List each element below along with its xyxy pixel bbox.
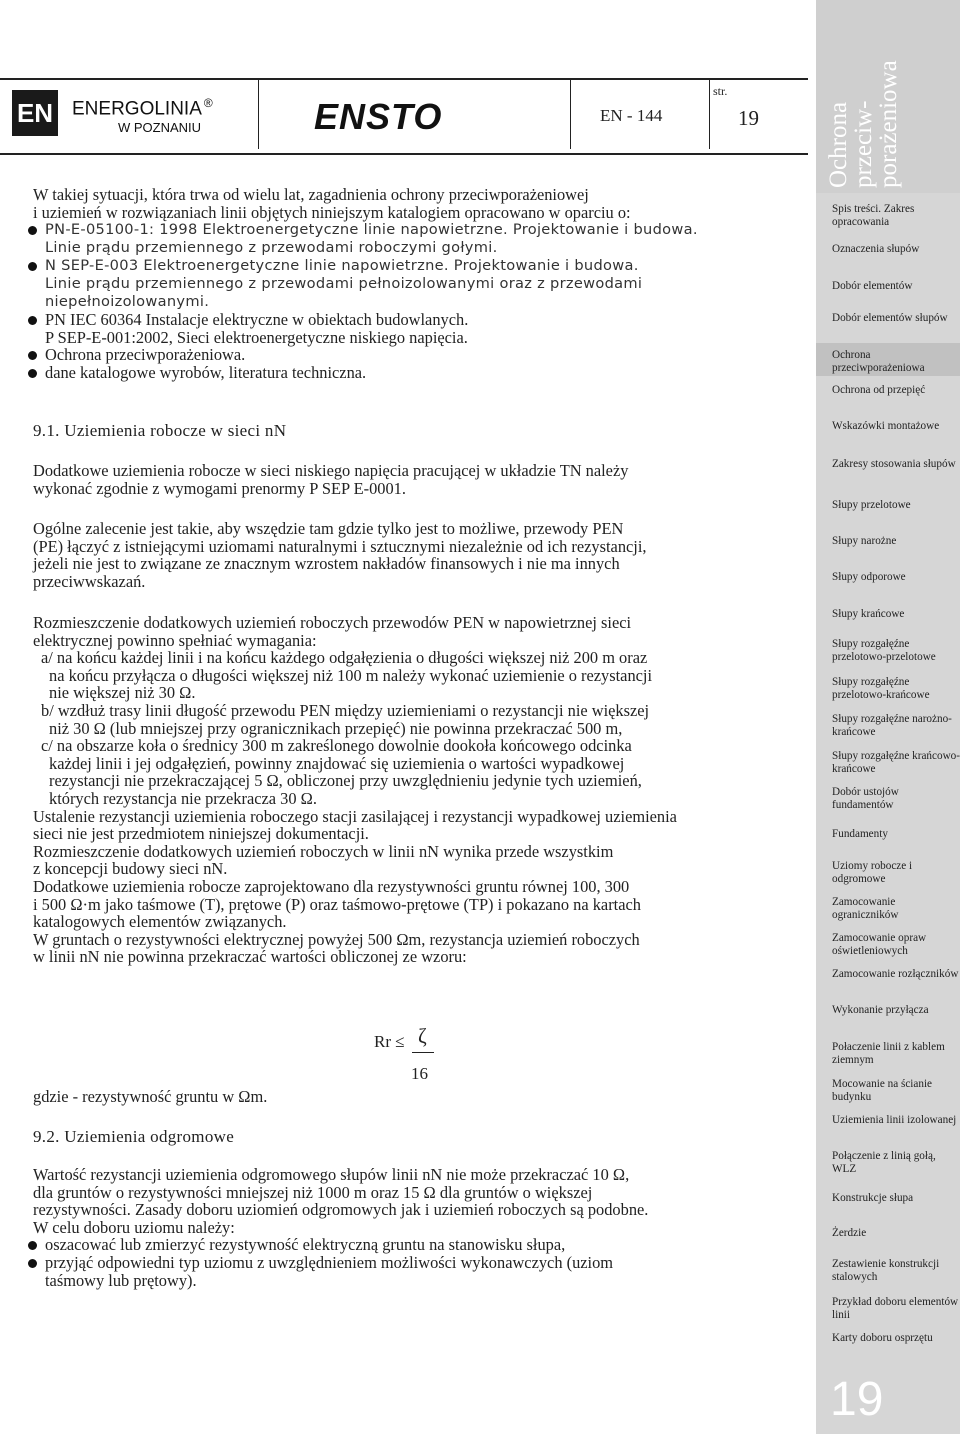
paragraph-line: sieci nie jest przedmiotem niniejszej dokumentacji. [33, 824, 369, 844]
sidebar-item[interactable]: Wskazówki montażowe [832, 420, 940, 432]
requirement-a [33, 649, 753, 702]
formula-left: Rr ≤ [374, 1032, 405, 1051]
sidebar-item[interactable]: Uziomy robocze i odgromowe [832, 860, 913, 885]
section-heading: 9.1. Uziemienia robocze w sieci nN [33, 421, 287, 440]
sidebar-item[interactable]: Żerdzie [832, 1227, 867, 1239]
bullet-icon [28, 1259, 37, 1268]
intro-line: i uziemień w rozwiązaniach linii objętych niniejszym katalogiem opracowano w oparciu o: [33, 202, 631, 222]
sidebar-item[interactable]: Słupy rozgałęźne krańcowo-krańcowe [832, 750, 960, 775]
sidebar-page-number: 19 [830, 1373, 884, 1426]
sidebar-item[interactable]: Słupy narożne [832, 535, 897, 547]
bullet-icon [28, 1241, 37, 1250]
sidebar-item[interactable]: Uziemienia linii izolowanej [832, 1114, 957, 1126]
sidebar-title-line: przeciw- [850, 100, 877, 188]
sidebar-item[interactable]: Słupy przelotowe [832, 499, 911, 511]
ref-line: PN-E-05100-1: 1998 Elektroenergetyczne linie napowietrzne. Projektowanie i budowa. [45, 221, 698, 239]
header-divider [709, 80, 710, 149]
ref-line: N SEP-E-003 Elektroenergetyczne linie napowietrzne. Projektowanie i budowa. [45, 257, 639, 275]
sidebar-item[interactable]: Słupy odporowe [832, 571, 906, 583]
paragraph-line: elektrycznej powinno spełniać wymagania: [33, 630, 317, 650]
requirement-line: c/ na obszarze koła o średnicy 300 m zakreślonego dowolnie dookoła końcowego odcinka [41, 736, 632, 756]
paragraph-line: dla gruntów o rezystywności mniejszej niż 1000 m oraz 15 Ω dla gruntów o większej [33, 1182, 593, 1202]
sidebar-item[interactable]: Dobór ustojów fundamentów [832, 786, 899, 811]
sidebar-item[interactable]: Połaczenie linii z kablem ziemnym [832, 1041, 945, 1066]
list-line: taśmowy lub prętowy). [45, 1270, 197, 1290]
ensto-logo: ENSTO [314, 96, 443, 137]
sidebar-item[interactable]: Słupy rozgałęźne przelotowo-krańcowe [832, 676, 930, 701]
requirement-line: których rezystancja nie przekracza 30 Ω. [49, 788, 317, 808]
sidebar-item[interactable]: Ochrona od przepięć [832, 384, 926, 396]
requirement-line: rezystancji nie przekraczającej 5 Ω, obliczonej przy uwzględnieniu jedynie tych uziemień, [49, 771, 642, 791]
ref-item [33, 257, 753, 310]
list-line: przyjąć odpowiedni typ uziomu z uwzględnieniem możliwości wykonawczych (uziom [45, 1252, 614, 1272]
paragraph-line: Rozmieszczenie dodatkowych uziemień roboczych przewodów PEN w napowietrznej sieci [33, 613, 632, 632]
ref-item [33, 221, 753, 256]
paragraph [33, 520, 753, 590]
sidebar-item[interactable]: Dobór elementów słupów [832, 312, 948, 324]
requirement-line: b/ wzdłuż trasy linii długość przewodu PEN między uziemieniami o rezystancji nie większej [41, 700, 650, 720]
ref-item [33, 346, 753, 364]
formula-numerator: ζ [418, 1024, 427, 1048]
sidebar-item[interactable]: Dobór elementów [832, 280, 913, 292]
sidebar-item[interactable]: Zakresy stosowania słupów [832, 458, 956, 470]
ref-line: dane katalogowe wyrobów, literatura techniczna. [45, 362, 367, 382]
registered-mark: ® [203, 96, 213, 110]
paragraph [33, 1166, 753, 1289]
sidebar-item[interactable]: Karty doboru osprzętu [832, 1332, 933, 1344]
intro-line: W takiej sytuacji, która trwa od wielu lat, zagadnienia ochrony przeciwporażeniowej [33, 185, 589, 204]
sidebar-item[interactable]: Zestawienie konstrukcji stalowych [832, 1258, 940, 1283]
sidebar-item[interactable]: Słupy rozgałęźne narożno-krańcowe [832, 713, 952, 738]
ref-line: P SEP-E-001:2002, Sieci elektroenergetyczne niskiego napięcia. [45, 327, 468, 347]
company-name [72, 96, 213, 120]
paragraph-line: i 500 Ω·m jako taśmowe (T), prętowe (P) oraz taśmowo-prętowe (TP) i pokazano na kartach [33, 894, 641, 914]
page-label: str. [713, 84, 728, 98]
bullet-icon [28, 369, 37, 378]
sidebar-item[interactable]: Słupy krańcowe [832, 608, 905, 620]
section-heading: 9.2. Uziemienia odgromowe [33, 1127, 235, 1146]
paragraph-line: Ogólne zalecenie jest takie, aby wszędzie tam gdzie tylko jest to możliwe, przewody PEN [33, 519, 624, 538]
sidebar-item[interactable]: Konstrukcje słupa [832, 1192, 914, 1204]
paragraph-line: Wartość rezystancji uziemienia odgromowego słupów linii nN nie może przekraczać 10 Ω, [33, 1165, 630, 1184]
company-city: W POZNANIU [118, 120, 202, 135]
paragraph-line: przeciwwskazań. [33, 571, 146, 591]
ref-item [33, 311, 753, 346]
en-logo [12, 90, 58, 136]
ref-line: Linie prądu przemiennego z przewodami pełnoizolowanymi oraz z przewodami [45, 274, 643, 292]
paragraph-line: W gruntach o rezystywności elektrycznej powyżej 500 Ωm, rezystancja uziemień roboczych [33, 929, 640, 949]
paragraph-line: (PE) łączyć z istniejącymi uziomami naturalnymi i sztucznymi niezależnie od ich rezystancji, [33, 536, 647, 556]
ref-line: niepełnoizolowanymi. [45, 292, 210, 310]
sidebar-item[interactable]: Fundamenty [832, 828, 888, 840]
paragraph [33, 462, 753, 497]
paragraph-line: z koncepcji budowy sieci nN. [33, 859, 228, 879]
page-number: 19 [738, 106, 759, 130]
ref-line: Ochrona przeciwporażeniowa. [45, 345, 246, 365]
requirements-section [33, 614, 753, 966]
sidebar-item[interactable]: Zamocowanie rozłączników [832, 968, 959, 980]
requirement-line: niż 30 Ω (lub mniejszej przy ogranicznikach przepięć) nie powinna przekraczać 500 m, [49, 718, 623, 738]
formula-note: gdzie - rezystywność gruntu w Ωm. [33, 1087, 268, 1106]
logo-text: EN [16, 97, 54, 128]
bullet-icon [28, 351, 37, 360]
sidebar-title-line: Ochrona [825, 101, 852, 188]
header-divider [570, 80, 571, 149]
paragraph-line: Ustalenie rezystancji uziemienia roboczego stacji zasilającej i rezystancji wypadkowej uziemienia [33, 806, 677, 826]
sidebar-item[interactable]: Oznaczenia słupów [832, 243, 920, 255]
paragraph-line: Rozmieszczenie dodatkowych uziemień roboczych w linii nN wynika przede wszystkim [33, 841, 614, 861]
sidebar-item[interactable]: Przykład doboru elementów linii [832, 1296, 959, 1321]
header-divider [258, 80, 259, 149]
bullet-icon [28, 226, 37, 235]
formula-denominator: 16 [411, 1064, 428, 1083]
sidebar-item[interactable]: Zamocowanie opraw oświetleniowych [832, 932, 927, 957]
paragraph-line: W celu doboru uziomu należy: [33, 1217, 235, 1237]
sidebar-title [825, 28, 902, 188]
sidebar-item[interactable]: Wykonanie przyłącza [832, 1004, 929, 1016]
sidebar-item[interactable]: Zamocowanie ograniczników [832, 896, 899, 921]
ref-line: Linie prądu przemiennego z przewodami roboczymi gołymi. [45, 238, 498, 256]
ref-line: PN IEC 60364 Instalacje elektryczne w obiektach budowlanych. [45, 310, 469, 330]
paragraph-line: Dodatkowe uziemienia robocze zaprojektowano dla rezystywności gruntu równej 100, 300 [33, 876, 630, 896]
fraction-bar [412, 1052, 434, 1053]
list-item [33, 1236, 753, 1254]
sidebar-item[interactable]: Słupy rozgałęźne przelotowo-przelotowe [832, 638, 936, 663]
sidebar-item[interactable]: Mocowanie na ścianie budynku [832, 1078, 933, 1103]
intro-section [33, 186, 753, 382]
requirement-line: nie większej niż 30 Ω. [49, 683, 196, 703]
ref-item [33, 364, 753, 382]
sidebar-title-line: porażeniowa [875, 60, 902, 188]
sidebar-item[interactable]: Połączenie z linią gołą, WLZ [832, 1150, 936, 1175]
requirement-c [33, 737, 753, 807]
requirement-b [33, 702, 753, 737]
bullet-icon [28, 316, 37, 325]
doc-code: EN - 144 [600, 106, 663, 125]
bullet-icon [28, 262, 37, 271]
paragraph-line: jeżeli nie jest to związane ze znacznym wzrostem nakładów finansowych i nie ma innych [33, 554, 620, 574]
paragraph-line: katalogowych elementów związanych. [33, 912, 287, 932]
sidebar-item-active[interactable]: Ochrona przeciwporażeniowa [832, 349, 925, 374]
paragraph-line: rezystywności. Zasady doboru uziomień odgromowych jak i uziemień roboczych są podobne. [33, 1200, 649, 1220]
company-name-text: ENERGOLINIA [72, 98, 202, 120]
paragraph-line: w linii nN nie powinna przekraczać wartości obliczonej ze wzoru: [33, 947, 467, 967]
paragraph-line: Dodatkowe uziemienia robocze w sieci niskiego napięcia pracującej w układzie TN należy [33, 461, 629, 480]
requirement-line: na końcu przyłącza o długości większej niż 100 m należy wykonać uziemienie o rezystancji [49, 665, 653, 685]
list-line: oszacować lub zmierzyć rezystywność elektryczną gruntu na stanowisku słupa, [45, 1235, 566, 1255]
list-item [33, 1254, 753, 1289]
paragraph-line: wykonać zgodnie z wymogami prenormy P SEP E-0001. [33, 478, 406, 498]
requirement-line: a/ na końcu każdej linii i na końcu każdego odgałęzienia o długości większej niż 200 m oraz [41, 648, 648, 668]
sidebar-item[interactable]: Spis treści. Zakres opracowania [832, 203, 915, 228]
requirement-line: każdej linii i jej odgałęzień, powinny znajdować się uziemienia o wartości wypadkowej [49, 753, 625, 773]
